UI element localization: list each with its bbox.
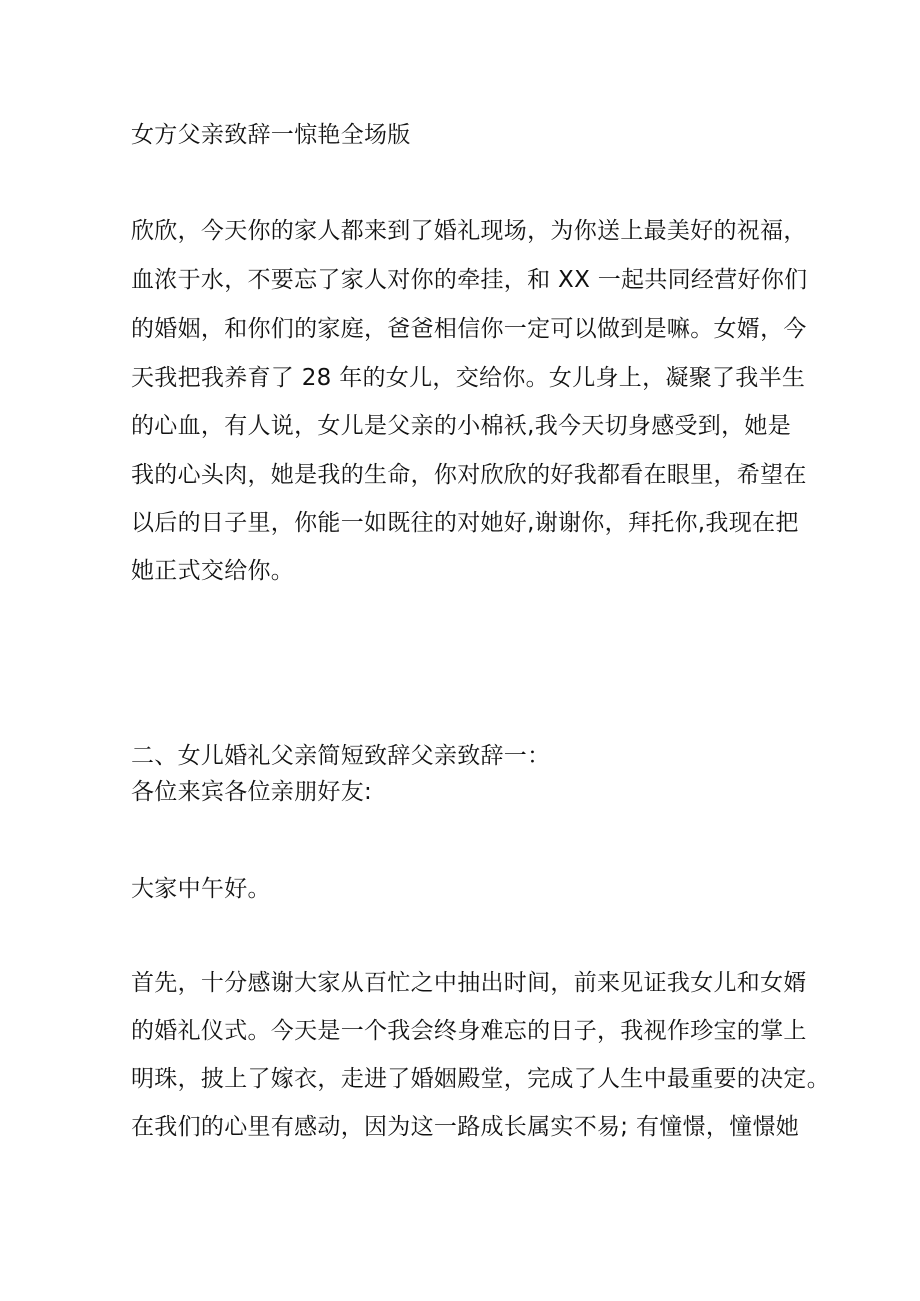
paragraph1-line-3: 的婚姻，和你们的家庭，爸爸相信你一定可以做到是嘛。女婿，今	[131, 316, 807, 342]
paragraph2-line-1: 首先，十分感谢大家从百忙之中抽出时间，前来见证我女儿和女婿	[131, 970, 807, 996]
paragraph1-line-5: 的心血，有人说，女儿是父亲的小棉袄,我今天切身感受到，她是	[131, 413, 792, 439]
paragraph1-line-4: 天我把我养育了 28 年的女儿，交给你。女儿身上，凝聚了我半生	[131, 365, 806, 391]
section2-heading: 二、女儿婚礼父亲简短致辞父亲致辞一：	[131, 743, 551, 769]
paragraph1-line-1: 欣欣，今天你的家人都来到了婚礼现场，为你送上最美好的祝福，	[131, 218, 807, 244]
paragraph1-line-2: 血浓于水，不要忘了家人对你的牵挂，和 XX 一起共同经营好你们	[131, 267, 808, 293]
salutation: 各位来宾各位亲朋好友:	[131, 779, 373, 805]
paragraph2-line-3: 明珠，披上了嫁衣，走进了婚姻殿堂，完成了人生中最重要的决定。	[131, 1066, 830, 1092]
document-title: 女方父亲致辞一惊艳全场版	[131, 122, 411, 148]
paragraph1-line-7: 以后的日子里，你能一如既往的对她好,谢谢你，拜托你,我现在把	[131, 510, 799, 536]
paragraph1-line-8: 她正式交给你。	[131, 558, 295, 584]
paragraph1-line-6: 我的心头肉，她是我的生命，你对欣欣的好我都看在眼里，希望在	[131, 462, 807, 488]
paragraph2-line-4: 在我们的心里有感动，因为这一路成长属实不易; 有憧憬，憧憬她	[131, 1114, 800, 1140]
greeting: 大家中午好。	[131, 876, 271, 902]
paragraph2-line-2: 的婚礼仪式。今天是一个我会终身难忘的日子，我视作珍宝的掌上	[131, 1018, 807, 1044]
